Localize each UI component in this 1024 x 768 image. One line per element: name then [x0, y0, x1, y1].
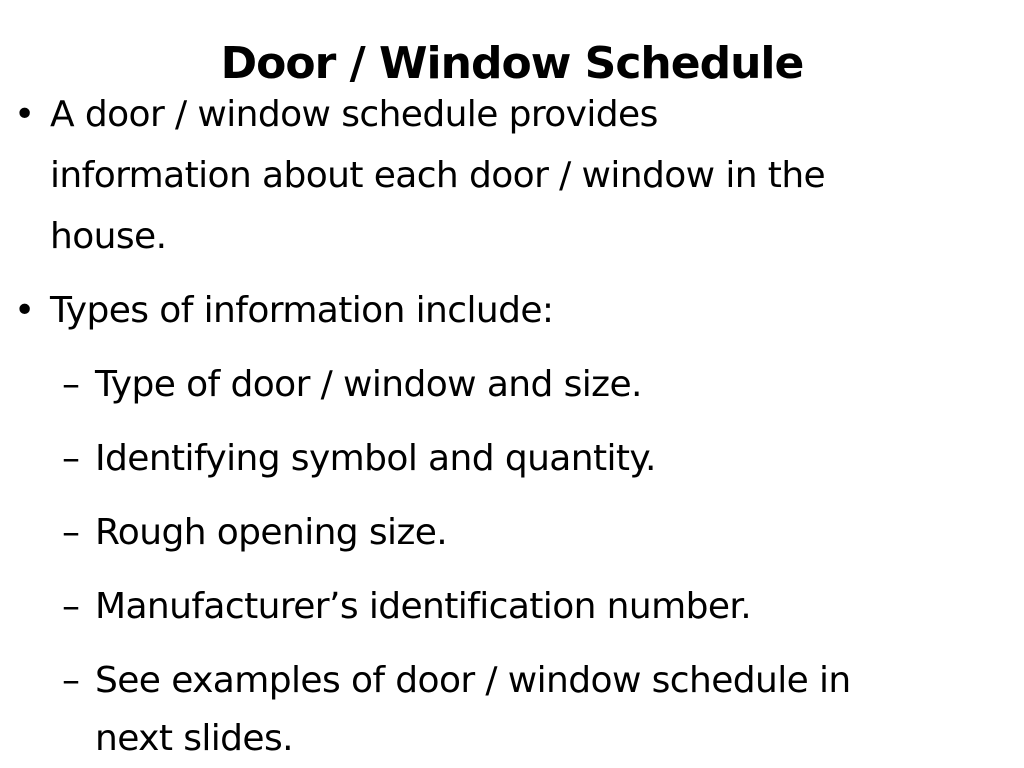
sub-bullet-text-line: Type of door / window and size. — [95, 364, 642, 405]
bullet-text-line: house. — [50, 216, 167, 257]
sub-bullet-marker: – — [62, 660, 80, 701]
sub-bullet-marker: – — [62, 438, 80, 479]
sub-bullet-text-line: Identifying symbol and quantity. — [95, 438, 656, 479]
sub-bullet-text-line: next slides. — [95, 718, 293, 759]
sub-bullet-text-line: Manufacturer’s identification number. — [95, 586, 752, 627]
sub-bullet-marker: – — [62, 364, 80, 405]
sub-bullet-marker: – — [62, 586, 80, 627]
bullet-text-line: Types of information include: — [50, 290, 554, 331]
bullet-marker: • — [14, 290, 35, 331]
bullet-text-line: information about each door / window in the — [50, 155, 826, 196]
sub-bullet-text-line: See examples of door / window schedule in — [95, 660, 851, 701]
sub-bullet-marker: – — [62, 512, 80, 553]
sub-bullet-text-line: Rough opening size. — [95, 512, 448, 553]
slide-title: Door / Window Schedule — [220, 38, 804, 89]
bullet-text-line: A door / window schedule provides — [50, 94, 658, 135]
bullet-marker: • — [14, 94, 35, 135]
